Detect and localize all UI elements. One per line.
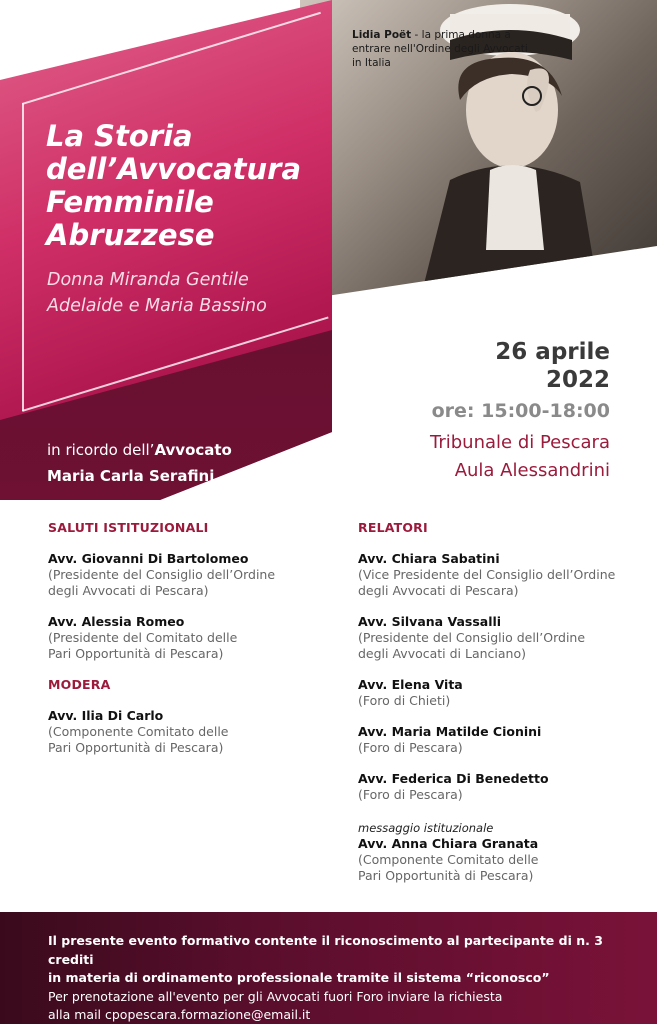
person-role: (Foro di Chieti) <box>358 693 451 708</box>
person-role: degli Avvocati di Pescara) <box>358 583 519 598</box>
footer-email-line: alla mail cpopescara.formazione@email.it <box>48 1007 311 1022</box>
greeting-person <box>48 614 338 662</box>
memory-prefix: in ricordo dell’ <box>47 441 155 459</box>
person-role: (Presidente del Consiglio dell’Ordine <box>358 630 586 645</box>
speaker-person <box>358 551 648 599</box>
speaker-person <box>358 677 648 709</box>
left-column <box>48 520 338 771</box>
person-role: (Foro di Pescara) <box>358 740 463 755</box>
footer-band <box>0 912 657 1024</box>
title-line: La Storia <box>46 119 193 153</box>
event-room: Aula Alessandrini <box>454 460 610 481</box>
moderator-heading: MODERA <box>48 677 111 692</box>
person-name: Avv. Anna Chiara Granata <box>358 836 539 851</box>
photo-caption <box>352 28 532 70</box>
event-subtitle <box>47 267 337 319</box>
person-name: Avv. Federica Di Benedetto <box>358 771 549 786</box>
message-note: messaggio istituzionale <box>358 821 494 835</box>
person-role: Pari Opportunità di Pescara) <box>48 740 224 755</box>
person-role: (Foro di Pescara) <box>358 787 463 802</box>
caption-text: - la prima donna a entrare nell'Ordine degli Avvocati in Italia <box>352 29 528 69</box>
event-time: ore: 15:00-18:00 <box>431 400 610 422</box>
person-name: Avv. Chiara Sabatini <box>358 551 500 566</box>
speaker-person <box>358 771 648 803</box>
person-role: (Vice Presidente del Consiglio dell’Ordine <box>358 567 616 582</box>
memory-name: Maria Carla Serafini <box>47 467 215 485</box>
event-place: Tribunale di Pescara <box>430 432 610 453</box>
memory-role: Avvocato <box>154 441 232 459</box>
subtitle-line: Adelaide e Maria Bassino <box>47 296 267 316</box>
person-role: (Presidente del Comitato delle <box>48 630 238 645</box>
frame-line-left <box>22 103 24 411</box>
right-column <box>358 520 648 899</box>
person-name: Avv. Ilia Di Carlo <box>48 708 164 723</box>
person-role: degli Avvocati di Lanciano) <box>358 646 526 661</box>
person-name: Avv. Silvana Vassalli <box>358 614 502 629</box>
event-title <box>46 120 326 252</box>
person-name: Avv. Elena Vita <box>358 677 463 692</box>
greeting-person <box>48 551 338 599</box>
title-line: Femminile <box>46 185 214 219</box>
memorial-dedication <box>47 437 327 489</box>
greetings-heading: SALUTI ISTITUZIONALI <box>48 520 209 535</box>
person-name: Avv. Giovanni Di Bartolomeo <box>48 551 249 566</box>
event-date-day: 26 aprile <box>495 339 610 365</box>
footer-system-line: in materia di ordinamento professionale tramite il sistema “riconosco” <box>48 970 550 985</box>
footer-booking-line: Per prenotazione all'evento per gli Avvocati fuori Foro inviare la richiesta <box>48 988 503 1004</box>
person-role: degli Avvocati di Pescara) <box>48 583 209 598</box>
title-line: dell’Avvocatura <box>46 152 302 186</box>
message-speaker <box>358 821 648 884</box>
person-role: (Componente Comitato delle <box>358 852 539 867</box>
event-date-year: 2022 <box>545 367 610 393</box>
person-role: Pari Opportunità di Pescara) <box>358 868 534 883</box>
subtitle-line: Donna Miranda Gentile <box>47 270 249 290</box>
hero-section <box>0 0 657 500</box>
speaker-person <box>358 724 648 756</box>
title-line: Abruzzese <box>46 218 215 252</box>
speaker-person <box>358 614 648 662</box>
event-info <box>350 338 610 485</box>
person-role: (Presidente del Consiglio dell’Ordine <box>48 567 276 582</box>
person-name: Avv. Alessia Romeo <box>48 614 185 629</box>
person-name: Avv. Maria Matilde Cionini <box>358 724 542 739</box>
speakers-heading: RELATORI <box>358 520 428 535</box>
moderator-person <box>48 708 338 756</box>
person-role: (Componente Comitato delle <box>48 724 229 739</box>
caption-name: Lidia Poët <box>352 29 412 41</box>
person-role: Pari Opportunità di Pescara) <box>48 646 224 661</box>
footer-credits-line: Il presente evento formativo contente il riconoscimento al partecipante di n. 3 crediti <box>48 933 603 967</box>
